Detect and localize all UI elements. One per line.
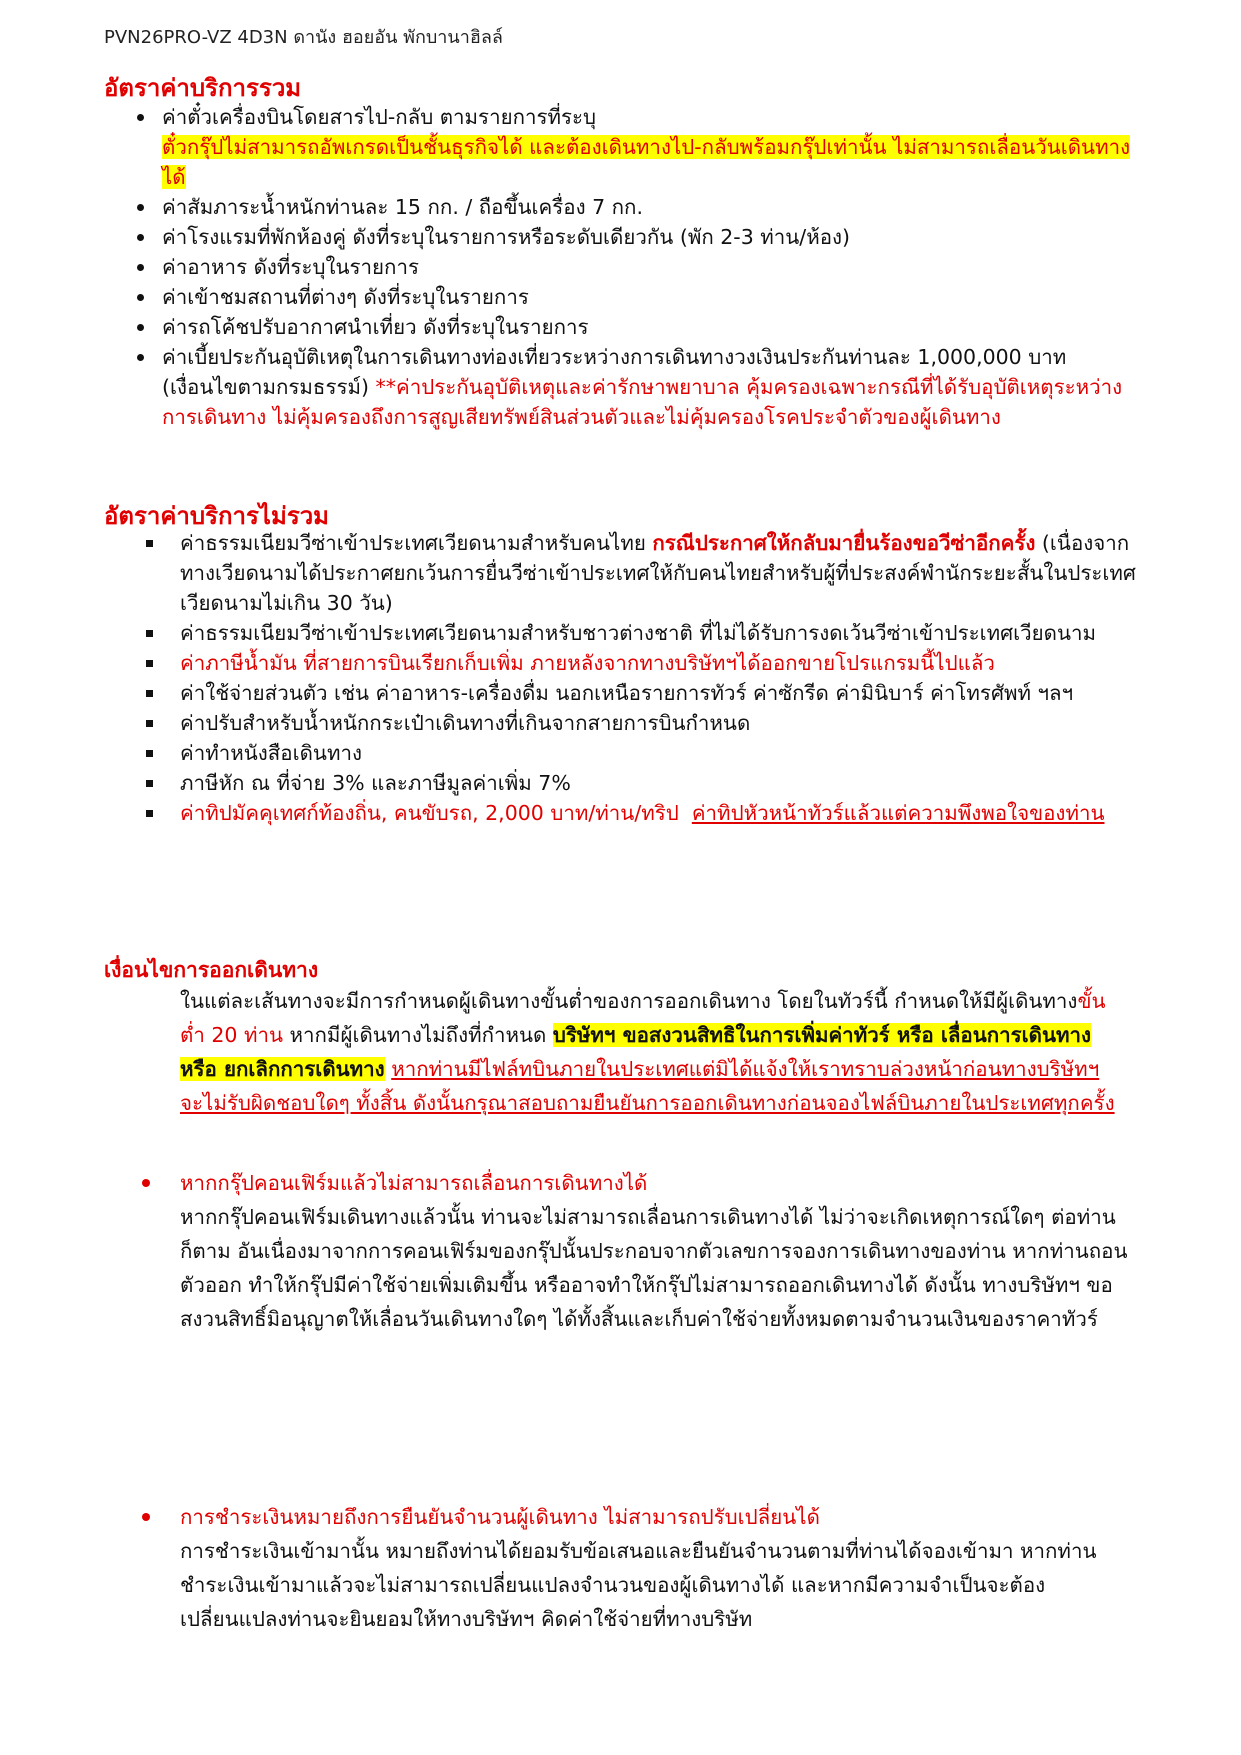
included-item-note: ตั๋วกรุ๊ปไม่สามารถอัพเกรดเป็นชั้นธุรกิจได้ และต้องเดินทางไป-กลับพร้อมกรุ๊ปเท่านั้น ไม่สามารถเลื่อนวันเดินทางได้ <box>162 135 1131 189</box>
excluded-item-text: ค่าใช้จ่ายส่วนตัว เช่น ค่าอาหาร-เครื่องดื่ม นอกเหนือรายการทัวร์ ค่าซักรีด ค่ามินิบาร์ ค่าโทรศัพท์ ฯลฯ <box>180 681 1074 705</box>
excluded-item-text: ค่าปรับสำหรับน้ำหนักกระเป๋าเดินทางที่เกินจากสายการบินกำหนด <box>180 711 751 735</box>
condition-bullet <box>142 1166 1132 1336</box>
included-item-note: **ค่าประกันอุบัติเหตุและค่ารักษาพยาบาล คุ้มครองเฉพาะกรณีที่ได้รับอุบัติเหตุระหว่างการเดินทาง ไม่คุ้มครองถึงการสูญเสียทรัพย์สินส่วนตัวและไม่คุ้มครองโรคประจำตัวของผู้เดินทาง <box>162 375 1123 429</box>
conditions-warning: หากท่านมีไฟล์ทบินภายในประเทศแต่มิได้แจ้งให้เราทราบล่วงหน้าก่อนทางบริษัทฯ จะไม่รับผิดชอบใดๆ ทั้งสิ้น ดังนั้นกรุณาสอบถามยืนยันการออกเดินทางก่อนจองไฟล์บินภายในประเทศทุกครั้ง <box>180 1057 1115 1115</box>
included-item <box>118 222 1138 252</box>
included-item <box>118 192 1138 222</box>
document-header: PVN26PRO-VZ 4D3N ดานัง ฮอยอัน พักบานาฮิลล์ <box>104 27 503 48</box>
condition-bullet-text: การชำระเงินเข้ามานั้น หมายถึงท่านได้ยอมรับข้อเสนอและยืนยันจำนวนตามที่ท่านได้จองเข้ามา หากท่านชำระเงินเข้ามาแล้วจะไม่สามารถเปลี่ยนแปลงจำนวนของผู้เดินทางได้ และหากมีความจำเป็นจะต้องเปลี่ยนแปลงท่านจะยินยอมให้ทางบริษัทฯ คิดค่าใช้จ่ายที่ทางบริษัท <box>180 1539 1097 1631</box>
included-item <box>118 342 1138 432</box>
excluded-item-text: ค่าทำหนังสือเดินทาง <box>180 741 362 765</box>
included-list <box>118 102 1138 432</box>
condition-bullet-title: หากกรุ๊ปคอนเฟิร์มแล้วไม่สามารถเลื่อนการเดินทางได้ <box>180 1171 648 1195</box>
conditions-text: หากมีผู้เดินทางไม่ถึงที่กำหนด <box>282 1023 553 1047</box>
excluded-item-text: (เนื่องจากทางเวียดนามได้ประกาศยกเว้นการยื่นวีซ่าเข้าประเทศให้กับคนไทยสำหรับผู้ที่ประสงค์พำนักระยะสั้นในประเทศเวียดนามไม่เกิน 30 วัน) <box>180 531 1136 615</box>
included-item-text: ค่าเข้าชมสถานที่ต่างๆ ดังที่ระบุในรายการ <box>162 285 529 309</box>
included-item-text: ค่ารถโค้ชปรับอากาศนำเที่ยว ดังที่ระบุในรายการ <box>162 315 589 339</box>
included-item-text: ค่าเบี้ยประกันอุบัติเหตุในการเดินทางท่องเที่ยวระหว่างการเดินทางวงเงินประกันท่านละ 1,000,000 บาท (เงื่อนไขตามกรมธรรม์) <box>162 345 1067 399</box>
included-item-text: ค่าอาหาร ดังที่ระบุในรายการ <box>162 255 419 279</box>
bullet-dot-icon <box>142 1513 150 1521</box>
excluded-item-text: ภาษีหัก ณ ที่จ่าย 3% และภาษีมูลค่าเพิ่ม 7% <box>180 771 571 795</box>
conditions-title: เงื่อนไขการออกเดินทาง <box>104 958 319 982</box>
included-item-text: ค่าโรงแรมที่พักห้องคู่ ดังที่ระบุในรายการหรือระดับเดียวกัน (พัก 2-3 ท่าน/ห้อง) <box>162 225 851 249</box>
conditions-paragraph <box>180 984 1125 1120</box>
excluded-item-text: ค่าทิปมัคคุเทศก์ท้องถิ่น, คนขับรถ, 2,000 บาท/ท่าน/ทริป <box>180 801 679 825</box>
included-title: อัตราค่าบริการรวม <box>104 74 302 102</box>
excluded-item-text: ค่าธรรมเนียมวีซ่าเข้าประเทศเวียดนามสำหรับคนไทย <box>180 531 653 555</box>
excluded-item <box>118 768 1138 798</box>
conditions-text: ในแต่ละเส้นทางจะมีการกำหนดผู้เดินทางขั้นต่ำของการออกเดินทาง โดยในทัวร์นี้ กำหนดให้มีผู้เดินทาง <box>180 989 1078 1013</box>
excluded-item-underlined: ค่าทิปหัวหน้าทัวร์แล้วแต่ความพึงพอใจของท่าน <box>691 801 1105 825</box>
condition-bullet-text: หากกรุ๊ปคอนเฟิร์มเดินทางแล้วนั้น ท่านจะไม่สามารถเลื่อนการเดินทางได้ ไม่ว่าจะเกิดเหตุการณ์ใดๆ ต่อท่านก็ตาม อันเนื่องมาจากการคอนเฟิร์มของกรุ๊ปนั้นประกอบจากตัวเลขการจองการเดินทางของท่าน หากท่านถอนตัวออก ทำให้กรุ๊ปมีค่าใช้จ่ายเพิ่มเติมขึ้น หรืออาจทำให้กรุ๊ปไม่สามารถออกเดินทางได้ ดังนั้น ทางบริษัทฯ ขอสงวนสิทธิ์มิอนุญาตให้เลื่อนวันเดินทางใดๆ ได้ทั้งสิ้นและเก็บค่าใช้จ่ายทั้งหมดตามจำนวนเงินของราคาทัวร์ <box>180 1205 1128 1331</box>
included-item-text: ค่าสัมภาระน้ำหนักท่านละ 15 กก. / ถือขึ้นเครื่อง 7 กก. <box>162 195 643 219</box>
excluded-list <box>118 528 1138 828</box>
excluded-title: อัตราค่าบริการไม่รวม <box>104 502 329 530</box>
included-item <box>118 312 1138 342</box>
excluded-item <box>118 798 1138 828</box>
included-item <box>118 282 1138 312</box>
excluded-item-text: ค่าภาษีน้ำมัน ที่สายการบินเรียกเก็บเพิ่ม ภายหลังจากทางบริษัทฯได้ออกขายโปรแกรมนี้ไปแล้ว <box>180 651 995 675</box>
excluded-item <box>118 678 1138 708</box>
included-item-text: ค่าตั๋วเครื่องบินโดยสารไป-กลับ ตามรายการที่ระบุ <box>162 105 597 129</box>
excluded-item <box>118 618 1138 648</box>
bullet-dot-icon <box>142 1179 150 1187</box>
excluded-item-emphasis: กรณีประกาศให้กลับมายื่นร้องขอวีซ่าอีกครั้ง <box>652 531 1036 555</box>
excluded-item <box>118 738 1138 768</box>
excluded-item <box>118 708 1138 738</box>
condition-bullet <box>142 1500 1132 1636</box>
included-item <box>118 102 1138 192</box>
conditions-highlight: บริษัทฯ ขอสงวนสิทธิในการเพิ่มค่าทัวร์ หรือ เลื่อนการเดินทาง หรือ ยกเลิกการเดินทาง <box>180 1023 1092 1081</box>
conditions-minimum: ขั้นต่ำ 20 ท่าน <box>180 989 1106 1047</box>
included-item <box>118 252 1138 282</box>
excluded-item-text: ค่าธรรมเนียมวีซ่าเข้าประเทศเวียดนามสำหรับชาวต่างชาติ ที่ไม่ได้รับการงดเว้นวีซ่าเข้าประเทศเวียดนาม <box>180 621 1097 645</box>
excluded-item <box>118 528 1138 618</box>
excluded-item <box>118 648 1138 678</box>
condition-bullet-title: การชำระเงินหมายถึงการยืนยันจำนวนผู้เดินทาง ไม่สามารถปรับเปลี่ยนได้ <box>180 1505 820 1529</box>
